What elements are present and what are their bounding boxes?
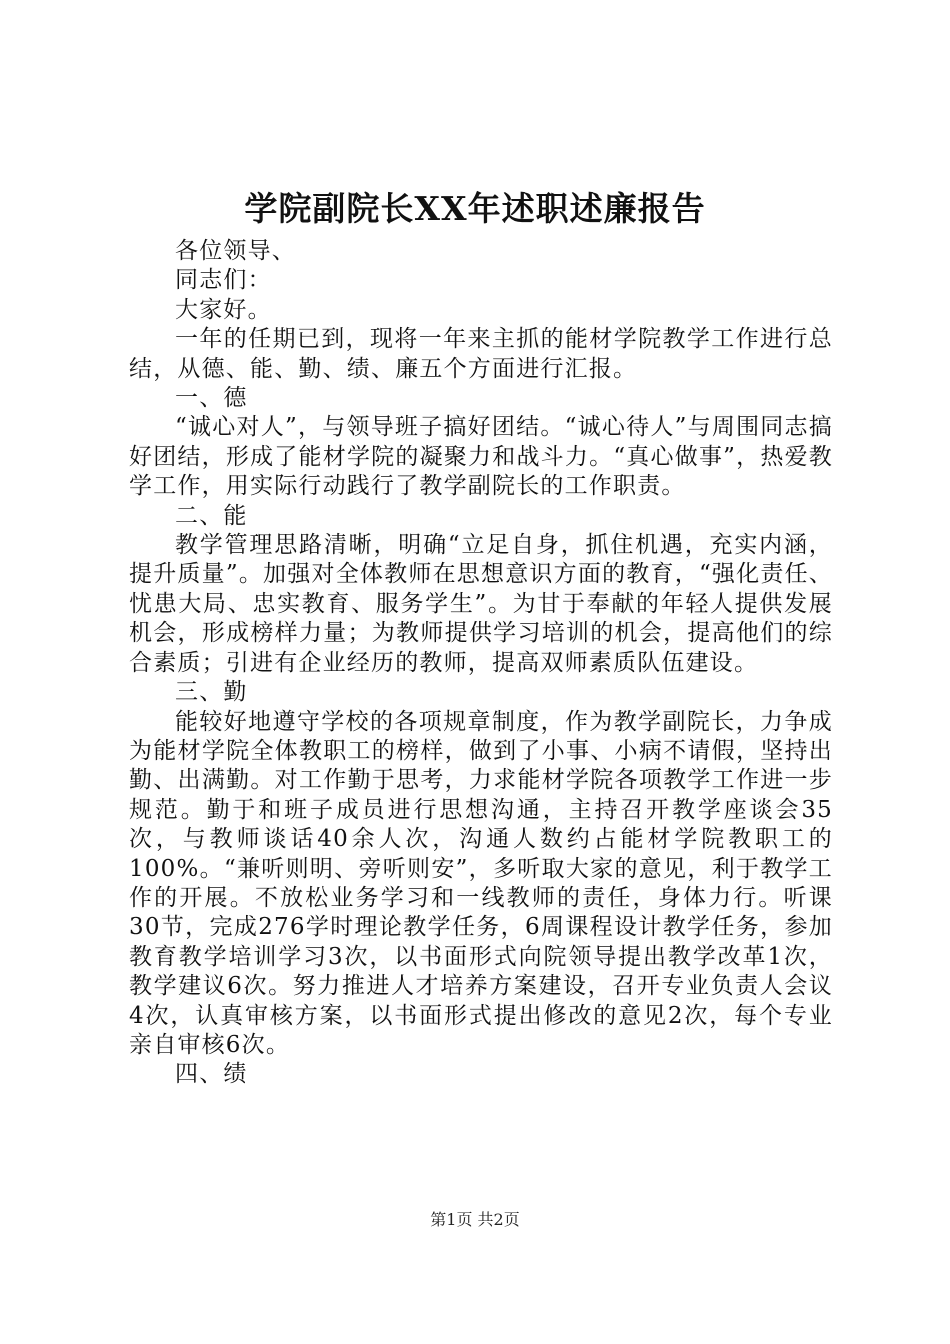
- section-neng-paragraph: 教学管理思路清晰，明确“立足自身，抓住机遇，充实内涵，提升质量”。加强对全体教师在思想意识方面的教育，“强化责任、忧患大局、忠实教育、服务学生”。为甘于奉献的年轻人提供发展机会，形成榜样力量；为教师提供学习培训的机会，提高他们的综合素质；引进有企业经历的教师，提高双师素质队伍建设。: [129, 532, 833, 676]
- salutation-line-2: 同志们：: [175, 267, 272, 294]
- section-qin-paragraph: 能较好地遵守学校的各项规章制度，作为教学副院长，力争成为能材学院全体教职工的榜样，做到了小事、小病不请假，坚持出勤、出满勤。对工作勤于思考，力求能材学院各项教学工作进一步规范。勤于和班子成员进行思想沟通，主持召开教学座谈会35次，与教师谈话40余人次，沟通人数约占能材学院教职工的100%。“兼听则明、旁听则安”，多听取大家的意见，利于教学工作的开展。不放松业务学习和一线教师的责任，身体力行。听课30节，完成276学时理论教学任务，6周课程设计教学任务，参加教育教学培训学习3次，以书面形式向院领导提出教学改革1次，教学建议6次。努力推进人才培养方案建设，召开专业负责人会议4次，认真审核方案，以书面形式提出修改的意见2次，每个专业亲自审核6次。: [129, 708, 833, 1058]
- greeting-line: 大家好。: [175, 296, 272, 323]
- document-title: 学院副院长XX年述职述廉报告: [244, 189, 706, 228]
- section-heading-neng: 二、能: [175, 502, 248, 529]
- section-heading-de: 一、德: [175, 385, 248, 412]
- document-body: [129, 237, 833, 1090]
- intro-paragraph: 一年的任期已到，现将一年来主抓的能材学院教学工作进行总结，从德、能、勤、绩、廉五个方面进行汇报。: [129, 326, 833, 382]
- section-heading-ji: 四、绩: [175, 1061, 248, 1088]
- salutation-line-1: 各位领导、: [175, 238, 296, 264]
- section-heading-qin: 三、勤: [175, 679, 248, 706]
- page-number-footer: 第1页 共2页: [430, 1210, 520, 1229]
- section-de-paragraph: “诚心对人”，与领导班子搞好团结。“诚心待人”与周围同志搞好团结，形成了能材学院的凝聚力和战斗力。“真心做事”，热爱教学工作，用实际行动践行了教学副院长的工作职责。: [129, 414, 833, 500]
